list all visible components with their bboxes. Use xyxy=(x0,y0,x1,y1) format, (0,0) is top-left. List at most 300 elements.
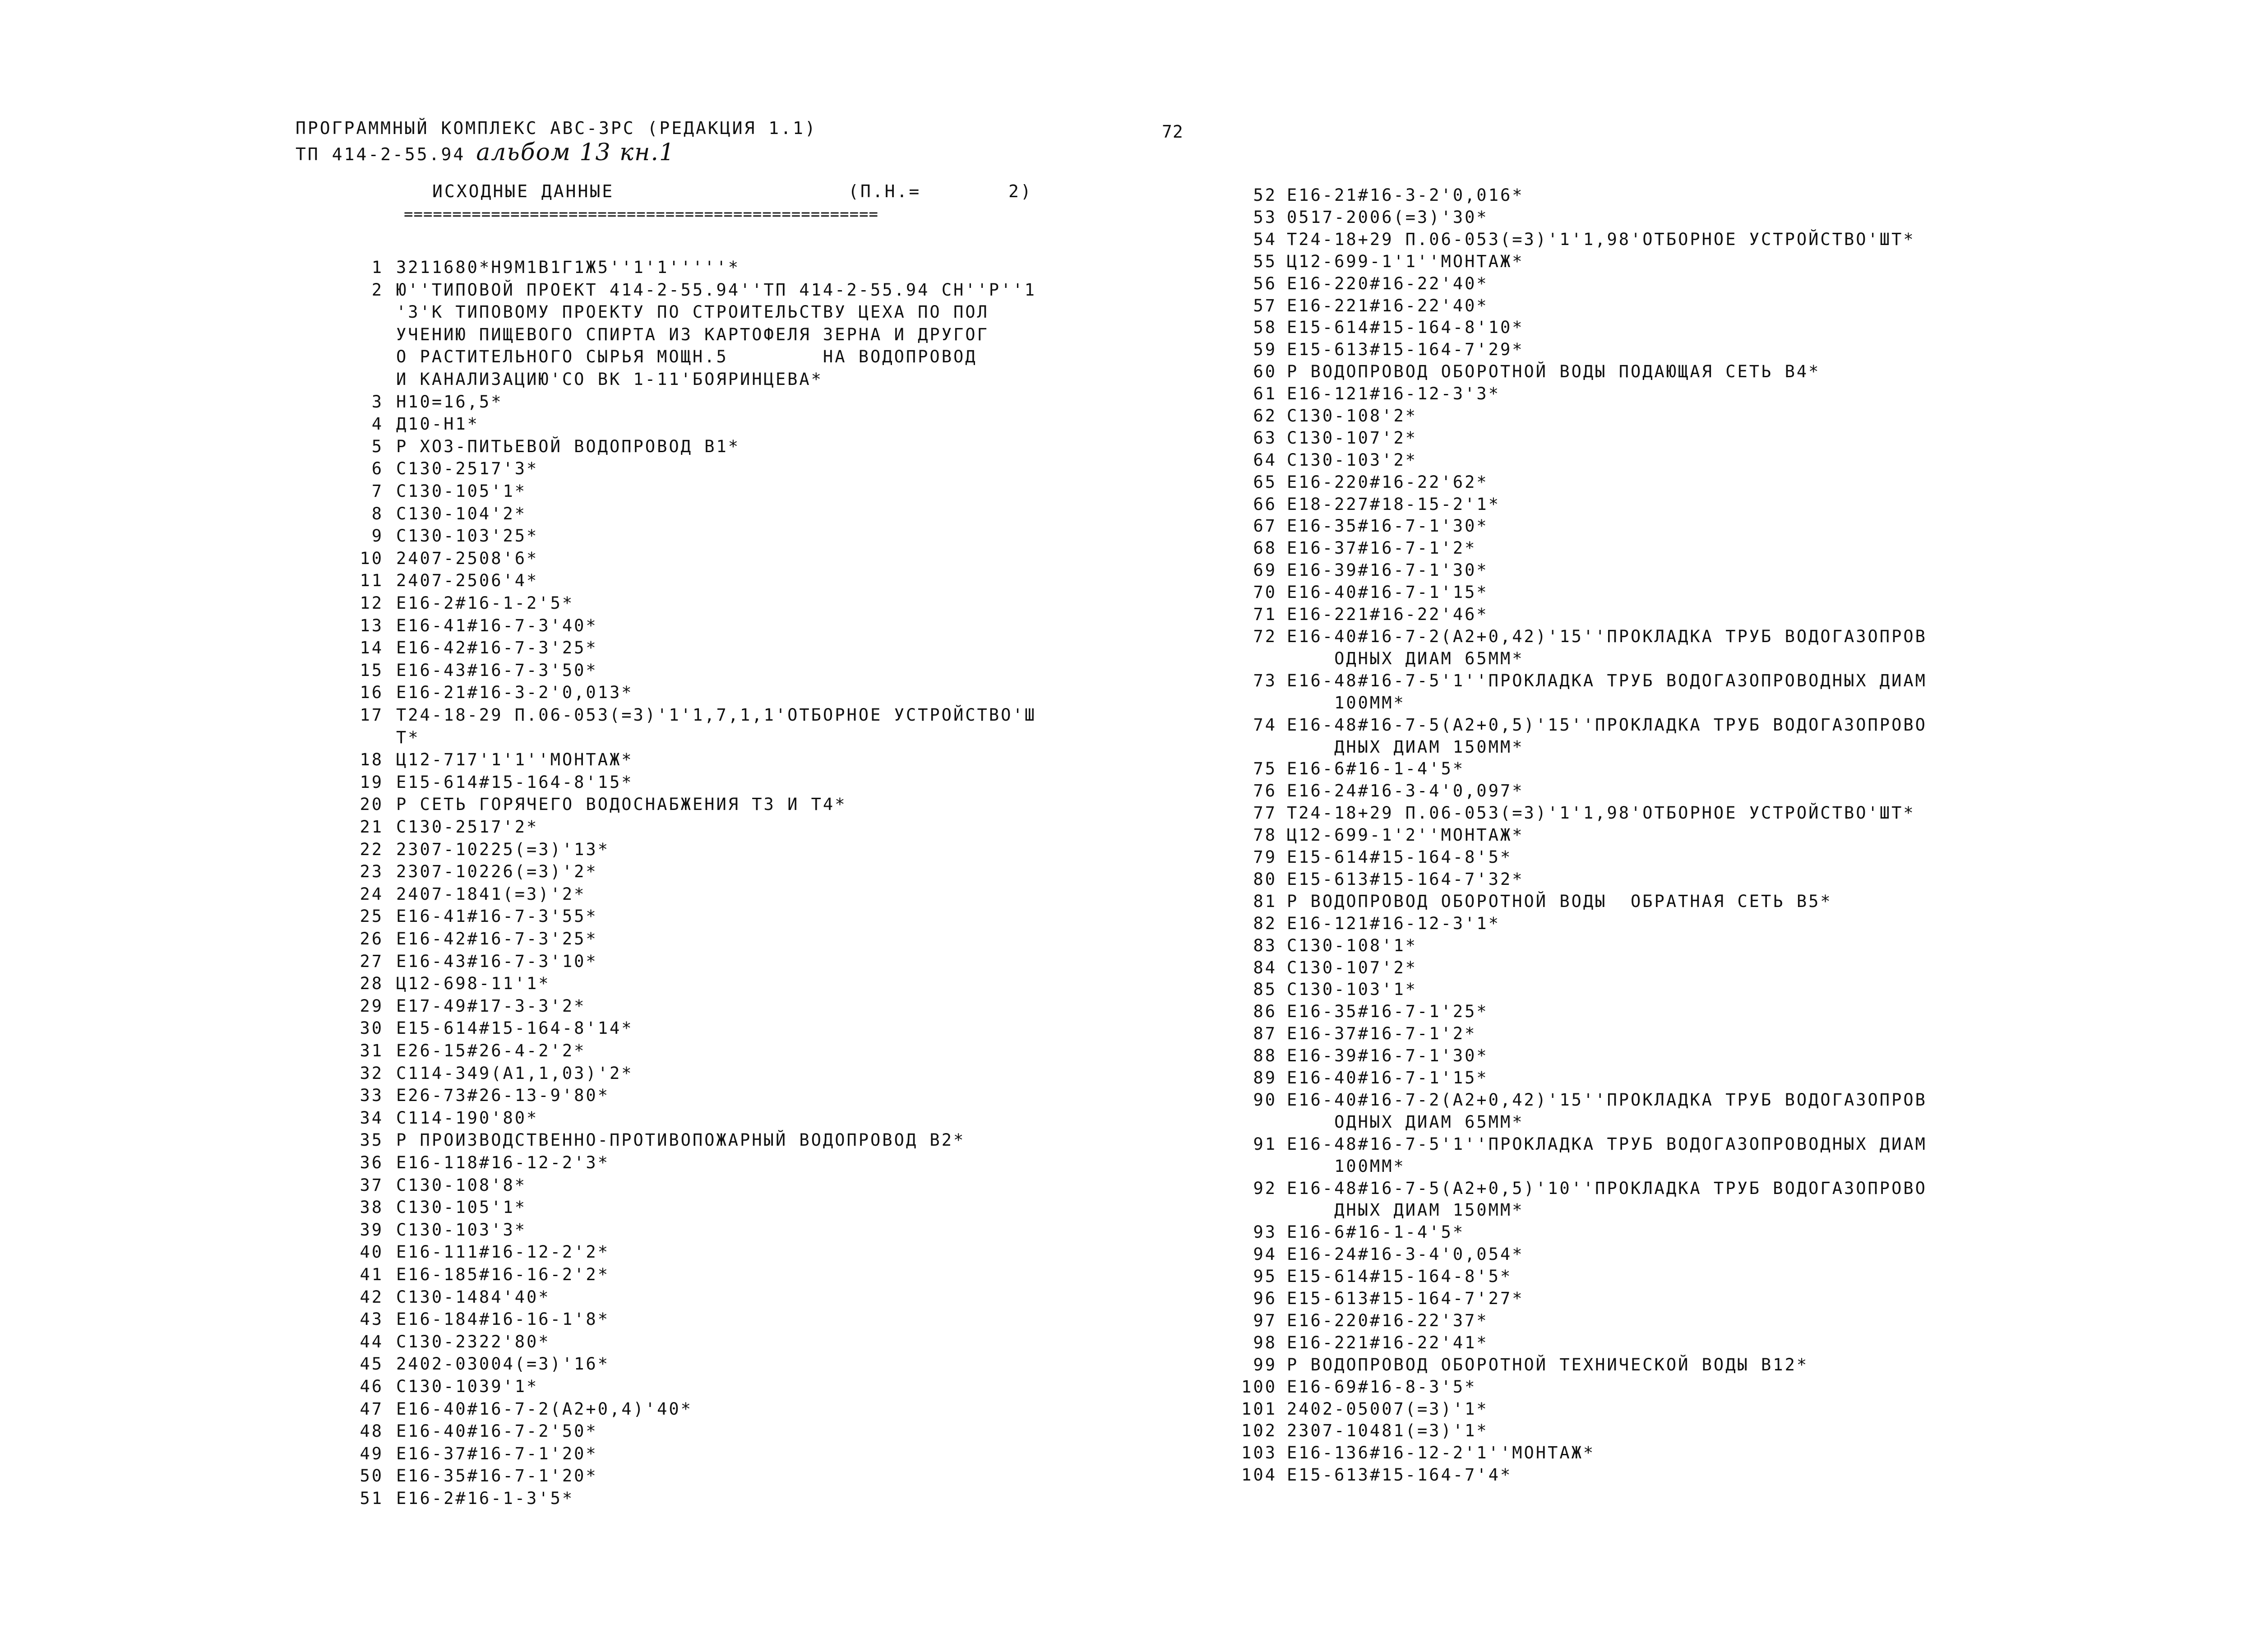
program-line xyxy=(1236,1001,1489,1022)
line-number: 99 xyxy=(1253,1355,1277,1374)
program-line xyxy=(347,280,1036,301)
line-number: 79 xyxy=(1253,847,1277,867)
program-line xyxy=(347,1041,586,1061)
line-number: 95 xyxy=(1253,1267,1277,1286)
line-number: 57 xyxy=(1253,296,1277,315)
line-text: Е16-220#16-22'40* xyxy=(1287,274,1489,293)
line-number: 12 xyxy=(360,593,384,613)
program-line xyxy=(347,593,574,614)
program-line xyxy=(1236,648,1524,669)
line-number: 96 xyxy=(1253,1289,1277,1308)
line-number: 34 xyxy=(360,1108,384,1128)
line-number: 39 xyxy=(360,1220,384,1240)
program-line xyxy=(1236,626,1927,647)
line-number: 42 xyxy=(360,1287,384,1307)
line-number: 83 xyxy=(1253,936,1277,955)
line-text: Е16-111#16-12-2'2* xyxy=(396,1242,610,1262)
program-line xyxy=(1236,1046,1489,1066)
program-line xyxy=(347,906,598,927)
program-line xyxy=(1236,1068,1489,1088)
program-line xyxy=(347,1242,610,1263)
program-line xyxy=(1236,339,1524,360)
line-number xyxy=(1236,737,1277,758)
line-number: 76 xyxy=(1253,781,1277,801)
line-text: 0517-2006(=3)'30* xyxy=(1287,208,1489,227)
line-text: Т24-18+29 П.06-053(=3)'1'1,98'ОТБОРНОЕ УСТРОЙСТВО'ШТ* xyxy=(1287,803,1915,823)
line-number: 4 xyxy=(371,414,384,434)
line-text: С114-190'80* xyxy=(396,1108,539,1128)
right-column xyxy=(1236,185,2229,1548)
program-line xyxy=(1236,1134,1927,1155)
line-number: 80 xyxy=(1253,870,1277,889)
line-text: Е16-24#16-3-4'0,097* xyxy=(1287,781,1524,801)
line-text: Е16-121#16-12-3'3* xyxy=(1287,384,1500,403)
program-line xyxy=(1236,384,1500,404)
line-number: 72 xyxy=(1253,627,1277,646)
line-number: 37 xyxy=(360,1175,384,1195)
program-line xyxy=(347,1444,598,1464)
line-number: 63 xyxy=(1253,428,1277,448)
line-text: 2407-2506'4* xyxy=(396,571,539,590)
line-number: 33 xyxy=(360,1086,384,1105)
line-number: 23 xyxy=(360,862,384,881)
line-number xyxy=(347,369,384,390)
line-text: Е16-42#16-7-3'25* xyxy=(396,638,598,657)
line-text: Р ПРОИЗВОДСТВЕННО-ПРОТИВОПОЖАРНЫЙ ВОДОПРОВОД В2* xyxy=(396,1130,966,1150)
line-number: 29 xyxy=(360,996,384,1016)
line-text: Р ВОДОПРОВОД ОБОРОТНОЙ ВОДЫ ОБРАТНАЯ СЕТЬ В5* xyxy=(1287,892,1832,911)
line-text: Е26-73#26-13-9'80* xyxy=(396,1086,610,1105)
pn-label: (П.Н.= xyxy=(848,181,921,201)
line-text: С130-108'1* xyxy=(1287,936,1418,955)
line-text: С130-2517'3* xyxy=(396,459,539,478)
line-number: 40 xyxy=(360,1242,384,1262)
program-line xyxy=(1236,229,1915,250)
program-line xyxy=(347,526,538,546)
line-number: 20 xyxy=(360,795,384,814)
line-text: Е16-118#16-12-2'3* xyxy=(396,1153,610,1172)
line-text: Ц12-699-1'1''МОНТАЖ* xyxy=(1287,252,1524,271)
line-number: 35 xyxy=(360,1130,384,1150)
program-line xyxy=(1236,1266,1512,1287)
line-text: Е16-41#16-7-3'40* xyxy=(396,616,598,635)
line-text: Е18-227#18-15-2'1* xyxy=(1287,495,1500,514)
line-text: Е16-184#16-16-1'8* xyxy=(396,1310,610,1329)
line-text: ОДНЫХ ДИАМ 65ММ* xyxy=(1287,1112,1524,1132)
line-text: '3'К ТИПОВОМУ ПРОЕКТУ ПО СТРОИТЕЛЬСТВУ ЦЕХА ПО ПОЛ xyxy=(396,302,989,322)
program-line xyxy=(1236,737,1524,758)
line-text: С130-108'2* xyxy=(1287,406,1418,426)
section-title: ИСХОДНЫЕ ДАННЫЕ xyxy=(432,181,615,201)
line-text: Т24-18-29 П.06-053(=3)'1'1,7,1,1'ОТБОРНОЕ УСТРОЙСТВО'Ш xyxy=(396,705,1036,725)
line-text: УЧЕНИЮ ПИЩЕВОГО СПИРТА ИЗ КАРТОФЕЛЯ ЗЕРНА И ДРУГОГ xyxy=(396,325,989,344)
program-line xyxy=(1236,273,1489,294)
line-number: 27 xyxy=(360,952,384,971)
line-text: Е15-613#15-164-7'4* xyxy=(1287,1465,1512,1485)
line-number: 67 xyxy=(1253,516,1277,536)
line-text: Е15-613#15-164-7'27* xyxy=(1287,1289,1524,1308)
program-line xyxy=(347,1175,527,1196)
line-number: 13 xyxy=(360,616,384,635)
line-text: С130-108'8* xyxy=(396,1175,527,1195)
program-line xyxy=(347,1130,965,1151)
line-text: ДНЫХ ДИАМ 150ММ* xyxy=(1287,737,1524,757)
line-text: Е16-35#16-7-1'25* xyxy=(1287,1002,1489,1021)
line-number: 69 xyxy=(1253,560,1277,580)
line-text: Д10-Н1* xyxy=(396,414,479,434)
program-line xyxy=(347,1220,527,1240)
line-text: 2402-05007(=3)'1* xyxy=(1287,1399,1489,1419)
line-number: 5 xyxy=(371,437,384,456)
line-text: Е16-221#16-22'41* xyxy=(1287,1333,1489,1352)
line-text: С130-103'2* xyxy=(1287,450,1418,470)
program-line xyxy=(1236,1178,1927,1199)
line-number: 54 xyxy=(1253,230,1277,249)
line-number: 103 xyxy=(1241,1443,1277,1462)
program-line xyxy=(347,1264,610,1285)
program-line xyxy=(347,369,823,390)
line-number xyxy=(347,347,384,367)
line-number: 66 xyxy=(1253,495,1277,514)
program-line xyxy=(347,996,586,1017)
program-line xyxy=(347,347,977,367)
line-number xyxy=(347,324,384,345)
program-line xyxy=(347,973,550,994)
program-line xyxy=(347,1018,633,1039)
line-number: 82 xyxy=(1253,914,1277,933)
line-text: Е16-185#16-16-2'2* xyxy=(396,1265,610,1284)
line-number xyxy=(1236,1112,1277,1133)
line-text: Е16-2#16-1-3'5* xyxy=(396,1489,574,1508)
line-number: 64 xyxy=(1253,450,1277,470)
line-number xyxy=(1236,1200,1277,1221)
program-line xyxy=(347,951,598,972)
program-line xyxy=(1236,604,1489,625)
pn-value: 2) xyxy=(1008,181,1033,201)
line-number: 38 xyxy=(360,1198,384,1217)
program-line xyxy=(1236,361,1820,382)
program-line xyxy=(347,1399,693,1420)
line-number: 81 xyxy=(1253,892,1277,911)
line-number: 10 xyxy=(360,549,384,568)
line-text: И КАНАЛИЗАЦИЮ'СО ВК 1-11'БОЯРИНЦЕВА* xyxy=(396,370,823,389)
line-number: 100 xyxy=(1241,1377,1277,1397)
program-line xyxy=(347,570,538,591)
line-text: 100ММ* xyxy=(1287,1157,1405,1176)
line-number: 78 xyxy=(1253,825,1277,845)
line-number xyxy=(1236,648,1277,669)
line-number: 55 xyxy=(1253,252,1277,271)
line-text: Е16-35#16-7-1'20* xyxy=(396,1466,598,1485)
line-text: С114-349(А1,1,03)'2* xyxy=(396,1064,633,1083)
line-text: Е16-69#16-8-3'5* xyxy=(1287,1377,1477,1397)
program-line xyxy=(347,929,598,949)
line-number: 14 xyxy=(360,638,384,657)
line-number xyxy=(347,727,384,748)
line-number: 43 xyxy=(360,1310,384,1329)
program-line xyxy=(347,1354,610,1374)
line-number: 50 xyxy=(360,1466,384,1485)
line-text: Е16-6#16-1-4'5* xyxy=(1287,759,1465,778)
line-text: 2307-10481(=3)'1* xyxy=(1287,1421,1489,1440)
program-line xyxy=(1236,1421,1489,1441)
line-number: 101 xyxy=(1241,1399,1277,1419)
program-line xyxy=(1236,1465,1512,1485)
line-text: Е16-39#16-7-1'30* xyxy=(1287,1046,1489,1065)
program-line xyxy=(1236,1443,1595,1463)
line-text: Е16-39#16-7-1'30* xyxy=(1287,560,1489,580)
program-line xyxy=(1236,913,1500,934)
program-line xyxy=(1236,1310,1489,1331)
program-line xyxy=(347,414,479,435)
line-number: 36 xyxy=(360,1153,384,1172)
line-text: 2307-10226(=3)'2* xyxy=(396,862,598,881)
program-line xyxy=(1236,1377,1476,1397)
program-line xyxy=(347,1197,527,1218)
program-line xyxy=(347,638,598,658)
line-number: 44 xyxy=(360,1332,384,1351)
program-line xyxy=(1236,450,1417,471)
line-text: Е15-614#15-164-8'14* xyxy=(396,1018,633,1038)
program-line xyxy=(1236,185,1524,206)
line-text: Е16-43#16-7-3'50* xyxy=(396,661,598,680)
project-header xyxy=(296,139,675,166)
program-line xyxy=(1236,1288,1524,1309)
line-text: О РАСТИТЕЛЬНОГО СЫРЬЯ МОЩН.5 НА ВОДОПРОВОД xyxy=(396,347,977,366)
line-text: 2407-1841(=3)'2* xyxy=(396,884,586,904)
line-text: Е16-40#16-7-2(А2+0,42)'15''ПРОКЛАДКА ТРУБ ВОДОГАЗОПРОВ xyxy=(1287,1090,1927,1110)
program-line xyxy=(347,1108,538,1129)
line-text: Е16-37#16-7-1'20* xyxy=(396,1444,598,1463)
line-number: 9 xyxy=(371,526,384,546)
program-line xyxy=(347,884,586,905)
program-line xyxy=(1236,494,1500,515)
line-text: Е16-48#16-7-5(А2+0,5)'15''ПРОКЛАДКА ТРУБ ВОДОГАЗОПРОВО xyxy=(1287,715,1927,735)
line-number: 58 xyxy=(1253,318,1277,337)
line-number: 49 xyxy=(360,1444,384,1463)
program-line xyxy=(1236,516,1489,537)
program-line xyxy=(347,750,633,770)
program-line xyxy=(347,1287,550,1308)
line-text: Р ВОДОПРОВОД ОБОРОТНОЙ ВОДЫ ПОДАЮЩАЯ СЕТЬ В4* xyxy=(1287,362,1821,381)
program-line xyxy=(347,458,538,479)
line-number: 24 xyxy=(360,884,384,904)
line-number: 98 xyxy=(1253,1333,1277,1352)
line-number: 41 xyxy=(360,1265,384,1284)
line-text: Р ХОЗ-ПИТЬЕВОЙ ВОДОПРОВОД В1* xyxy=(396,437,740,456)
line-text: С130-105'1* xyxy=(396,481,527,501)
line-text: Е16-41#16-7-3'55* xyxy=(396,907,598,926)
line-number: 28 xyxy=(360,974,384,993)
line-number: 56 xyxy=(1253,274,1277,293)
line-text: Е16-24#16-3-4'0,054* xyxy=(1287,1245,1524,1264)
line-number: 68 xyxy=(1253,538,1277,558)
line-number: 102 xyxy=(1241,1421,1277,1440)
line-text: Е15-614#15-164-8'5* xyxy=(1287,1267,1512,1286)
line-text: Е26-15#26-4-2'2* xyxy=(396,1041,586,1060)
line-text: 100ММ* xyxy=(1287,693,1405,713)
program-line xyxy=(1236,715,1927,736)
line-number: 61 xyxy=(1253,384,1277,403)
program-line xyxy=(347,660,598,681)
line-text: Р ВОДОПРОВОД ОБОРОТНОЙ ТЕХНИЧЕСКОЙ ВОДЫ В12* xyxy=(1287,1355,1809,1374)
line-number: 30 xyxy=(360,1018,384,1038)
line-number: 15 xyxy=(360,661,384,680)
program-header: ПРОГРАММНЫЙ КОМПЛЕКС АВС-ЗРС (РЕДАКЦИЯ 1.1) xyxy=(296,118,817,138)
line-number: 89 xyxy=(1253,1068,1277,1087)
line-number: 31 xyxy=(360,1041,384,1060)
line-number: 74 xyxy=(1253,715,1277,735)
program-line xyxy=(1236,935,1417,956)
line-text: Р СЕТЬ ГОРЯЧЕГО ВОДОСНАБЖЕНИЯ Т3 И Т4* xyxy=(396,795,847,814)
program-line xyxy=(347,727,420,748)
line-text: Е16-121#16-12-3'1* xyxy=(1287,914,1500,933)
program-line xyxy=(1236,803,1915,824)
line-text: Е16-21#16-3-2'0,013* xyxy=(396,683,633,702)
program-line xyxy=(1236,759,1465,779)
line-number xyxy=(347,302,384,323)
line-text: С130-1484'40* xyxy=(396,1287,550,1307)
program-line xyxy=(1236,251,1524,272)
line-text: С130-104'2* xyxy=(396,504,527,523)
line-number: 85 xyxy=(1253,980,1277,999)
line-text: С130-105'1* xyxy=(396,1198,527,1217)
line-text: Ц12-698-11'1* xyxy=(396,974,550,993)
line-text: Е16-35#16-7-1'30* xyxy=(1287,516,1489,536)
line-number: 59 xyxy=(1253,340,1277,359)
line-number: 48 xyxy=(360,1421,384,1441)
line-text: Е16-43#16-7-3'10* xyxy=(396,952,598,971)
program-line xyxy=(1236,296,1489,316)
line-text: ДНЫХ ДИАМ 150ММ* xyxy=(1287,1200,1524,1220)
program-line xyxy=(1236,1399,1489,1420)
line-number: 86 xyxy=(1253,1002,1277,1021)
program-line xyxy=(1236,1023,1476,1044)
line-number: 2 xyxy=(371,280,384,300)
line-text: С130-2517'2* xyxy=(396,817,539,837)
line-number: 97 xyxy=(1253,1311,1277,1330)
line-number: 16 xyxy=(360,683,384,702)
line-text: Е17-49#17-3-3'2* xyxy=(396,996,586,1016)
program-line xyxy=(347,324,989,345)
line-number: 70 xyxy=(1253,583,1277,602)
line-number: 71 xyxy=(1253,605,1277,624)
line-text: 2402-03004(=3)'16* xyxy=(396,1354,610,1374)
line-number: 18 xyxy=(360,750,384,769)
program-line xyxy=(347,794,846,815)
program-line xyxy=(1236,538,1476,559)
program-line xyxy=(347,481,527,502)
program-line xyxy=(347,1488,574,1509)
program-line xyxy=(347,705,1036,726)
program-line xyxy=(1236,207,1489,228)
program-line xyxy=(1236,1156,1405,1177)
line-number: 90 xyxy=(1253,1090,1277,1110)
program-line xyxy=(347,1376,538,1397)
program-line xyxy=(347,257,740,278)
line-number: 77 xyxy=(1253,803,1277,823)
program-line xyxy=(347,392,503,412)
line-number: 51 xyxy=(360,1489,384,1508)
line-number: 60 xyxy=(1253,362,1277,381)
program-line xyxy=(1236,1112,1524,1133)
line-text: Е16-136#16-12-2'1''МОНТАЖ* xyxy=(1287,1443,1595,1462)
line-number: 62 xyxy=(1253,406,1277,426)
line-number: 65 xyxy=(1253,472,1277,492)
program-line xyxy=(347,302,989,323)
line-text: С130-2322'80* xyxy=(396,1332,550,1351)
line-number: 11 xyxy=(360,571,384,590)
program-line xyxy=(347,615,598,636)
line-text: Е15-613#15-164-7'29* xyxy=(1287,340,1524,359)
line-text: Е16-40#16-7-2(А2+0,4)'40* xyxy=(396,1399,693,1419)
handwritten-album-note: альбом 13 кн.1 xyxy=(476,139,675,166)
line-number: 1 xyxy=(371,258,384,277)
line-text: Е16-48#16-7-5(А2+0,5)'10''ПРОКЛАДКА ТРУБ ВОДОГАЗОПРОВО xyxy=(1287,1179,1927,1198)
program-line xyxy=(347,772,633,793)
line-text: С130-107'2* xyxy=(1287,958,1418,977)
line-text: Ц12-717'1'1''МОНТАЖ* xyxy=(396,750,633,769)
line-number: 73 xyxy=(1253,671,1277,690)
line-number: 22 xyxy=(360,840,384,859)
program-line xyxy=(1236,1222,1465,1243)
line-text: ОДНЫХ ДИАМ 65ММ* xyxy=(1287,649,1524,668)
line-number: 88 xyxy=(1253,1046,1277,1065)
program-line xyxy=(347,1466,598,1486)
program-line xyxy=(347,436,740,457)
line-text: Т24-18+29 П.06-053(=3)'1'1,98'ОТБОРНОЕ УСТРОЙСТВО'ШТ* xyxy=(1287,230,1915,249)
program-line xyxy=(1236,825,1524,846)
line-text: Е16-42#16-7-3'25* xyxy=(396,929,598,949)
line-number: 45 xyxy=(360,1354,384,1374)
line-number: 32 xyxy=(360,1064,384,1083)
program-line xyxy=(1236,582,1489,603)
program-line xyxy=(347,1421,598,1442)
line-text: Е16-6#16-1-4'5* xyxy=(1287,1222,1465,1242)
line-text: Е16-37#16-7-1'2* xyxy=(1287,538,1477,558)
program-line xyxy=(1236,979,1417,1000)
program-line xyxy=(1236,781,1524,801)
line-number: 3 xyxy=(371,392,384,412)
line-text: Е16-2#16-1-2'5* xyxy=(396,593,574,613)
program-line xyxy=(347,1063,633,1084)
left-column xyxy=(347,257,1142,1548)
program-line xyxy=(347,839,610,860)
line-text: С130-103'25* xyxy=(396,526,539,546)
line-text: Е16-40#16-7-2(А2+0,42)'15''ПРОКЛАДКА ТРУБ ВОДОГАЗОПРОВ xyxy=(1287,627,1927,646)
program-line xyxy=(1236,958,1417,978)
program-line xyxy=(347,861,598,882)
program-line xyxy=(347,817,538,838)
line-text: Е16-21#16-3-2'0,016* xyxy=(1287,185,1524,205)
program-line xyxy=(347,504,527,524)
program-line xyxy=(1236,1090,1927,1111)
line-text: Ю''ТИПОВОЙ ПРОЕКТ 414-2-55.94''ТП 414-2-55.94 СН''Р''1 xyxy=(396,280,1036,300)
line-text: 2307-10225(=3)'13* xyxy=(396,840,610,859)
program-line xyxy=(1236,406,1417,426)
line-text: Е16-40#16-7-2'50* xyxy=(396,1421,598,1441)
line-text: Е15-613#15-164-7'32* xyxy=(1287,870,1524,889)
line-text: Е15-614#15-164-8'15* xyxy=(396,773,633,792)
program-line xyxy=(1236,693,1405,713)
program-line xyxy=(1236,1244,1524,1265)
line-text: С130-107'2* xyxy=(1287,428,1418,448)
line-text: Е16-40#16-7-1'15* xyxy=(1287,1068,1489,1087)
line-text: Т* xyxy=(396,728,420,747)
line-number xyxy=(1236,1156,1277,1177)
program-line xyxy=(1236,428,1417,449)
line-number: 25 xyxy=(360,907,384,926)
